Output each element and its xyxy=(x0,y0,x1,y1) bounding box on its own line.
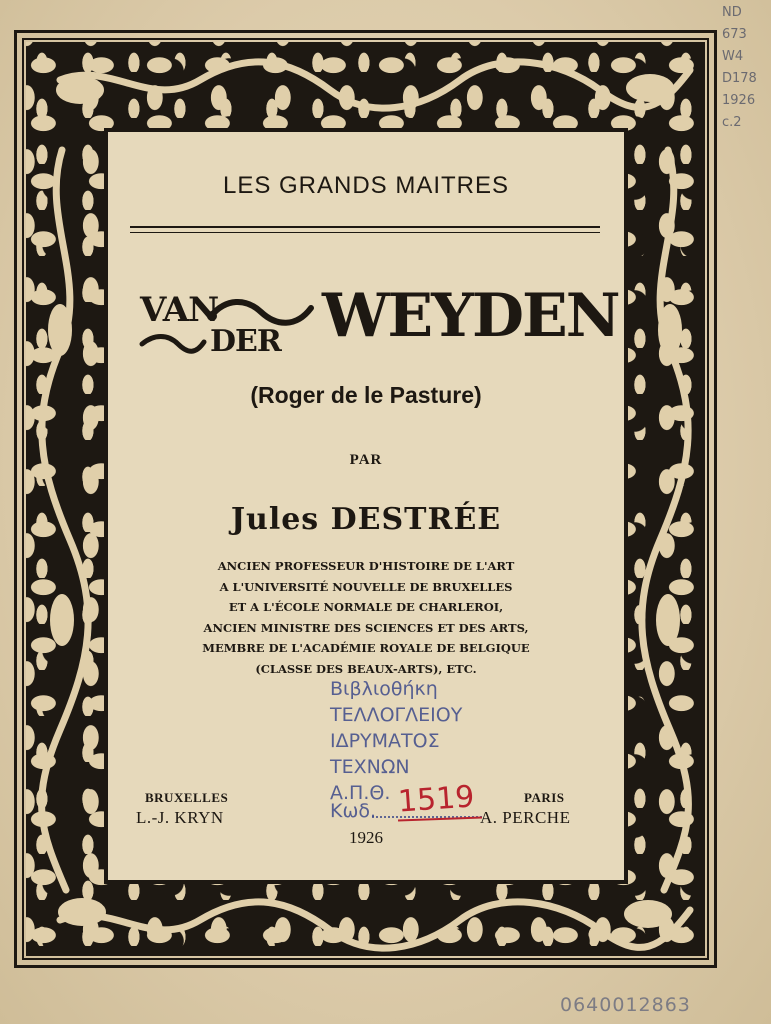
imprint-publisher-left: L.-J. KRYN xyxy=(136,808,224,827)
title-van: VAN xyxy=(140,290,219,330)
call-number-line: c.2 xyxy=(722,115,742,130)
barcode-number: 0640012863 xyxy=(560,994,691,1016)
credential-line: ET A L'ÉCOLE NORMALE DE CHARLEROI, xyxy=(228,600,504,614)
credential-line: MEMBRE DE L'ACADÉMIE ROYALE DE BELGIQUE xyxy=(202,641,530,655)
author-name: Jules DESTRÉE xyxy=(230,502,502,537)
author-credentials xyxy=(108,556,624,679)
stamp-code-label: Κωδ. xyxy=(330,800,377,822)
title-der: DER xyxy=(210,324,281,359)
double-rule-top xyxy=(130,226,600,228)
call-number-line: ND xyxy=(722,5,742,20)
title-weyden: WEYDEN xyxy=(322,281,619,351)
imprint-publisher-right: A. PERCHE xyxy=(480,808,571,827)
series-title: LES GRANDS MAITRES xyxy=(222,172,510,199)
imprint-city-right: PARIS xyxy=(524,790,565,805)
handwritten-inventory-number: 1519 xyxy=(396,779,476,820)
credential-line: ANCIEN PROFESSEUR D'HISTOIRE DE L'ART xyxy=(217,559,515,573)
call-number-line: 673 xyxy=(722,27,747,42)
stamp-line: ΤΕΧΝΩΝ xyxy=(330,756,410,778)
double-rule-bottom xyxy=(130,232,600,233)
credential-line: ANCIEN MINISTRE DES SCIENCES ET DES ARTS, xyxy=(203,620,529,635)
credential-line: (CLASSE DES BEAUX-ARTS), ETC. xyxy=(255,661,477,676)
imprint-city-left: BRUXELLES xyxy=(145,790,229,805)
stamp-line: Βιβλιοθήκη xyxy=(330,678,438,700)
subtitle: (Roger de le Pasture) xyxy=(250,382,482,408)
stamp-line: ΤΕΛΛΟΓΛΕΙΟΥ xyxy=(330,704,463,726)
flourish-ornament-small xyxy=(138,332,208,356)
call-number-line: D178 xyxy=(722,71,757,86)
call-number-line: W4 xyxy=(722,49,744,64)
stamp-line: Α.Π.Θ. xyxy=(330,782,391,804)
publication-year: 1926 xyxy=(349,828,383,847)
call-number-line: 1926 xyxy=(722,93,756,108)
credential-line: A L'UNIVERSITÉ NOUVELLE DE BRUXELLES xyxy=(219,579,513,594)
by-label: PAR xyxy=(349,452,383,468)
stamp-line: ΙΔΡΥΜΑΤΟΣ xyxy=(330,730,440,752)
library-call-number xyxy=(722,2,770,134)
